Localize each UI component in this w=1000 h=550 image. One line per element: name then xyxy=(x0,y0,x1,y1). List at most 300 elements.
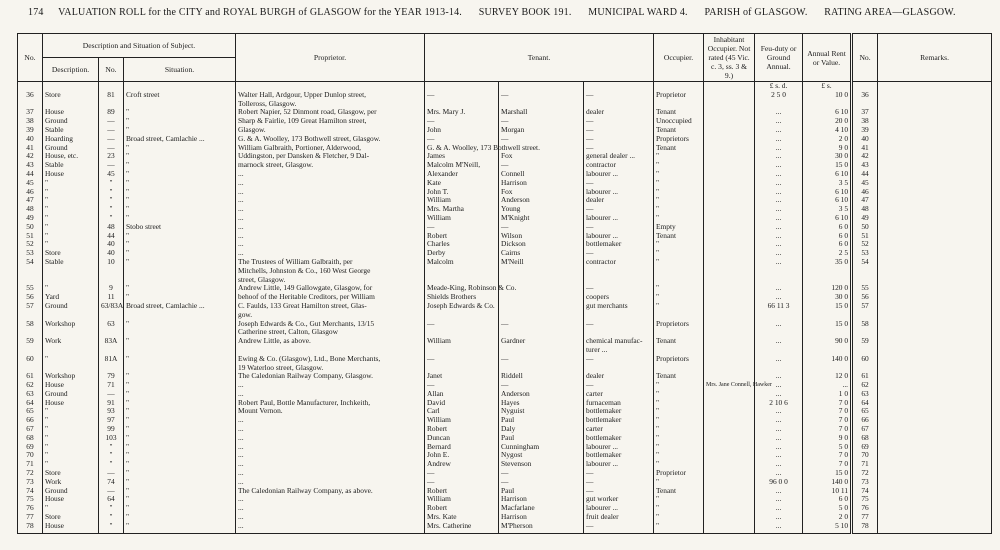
cell-feu-duty: ... xyxy=(755,249,803,258)
cell-proprietor: ... xyxy=(236,179,425,188)
cell-remarks xyxy=(878,328,992,337)
cell-no-right: 39 xyxy=(852,126,878,135)
cell-inhabitant xyxy=(704,214,755,223)
cell-situation xyxy=(124,328,236,337)
cell-proprietor: ... xyxy=(236,504,425,513)
cell-occupier: " xyxy=(654,284,704,293)
cell-feu-duty: 2 10 6 xyxy=(755,399,803,408)
col-inhabitant-occupier: Inhabitant Occupier. Not rated (45 Vic. c. 3, ss. 3 & 9.) xyxy=(704,34,755,82)
cell-tenant-occupation: — xyxy=(584,126,654,135)
cell-tenant-occupation: — xyxy=(584,487,654,496)
cell-no: 40 xyxy=(18,135,43,144)
cell-remarks xyxy=(878,364,992,373)
cell-tenant-first: Duncan xyxy=(425,434,499,443)
cell-feu-duty: ... xyxy=(755,320,803,329)
cell-situation xyxy=(124,364,236,373)
cell-no: 36 xyxy=(18,91,43,100)
cell-tenant-occupation: — xyxy=(584,355,654,364)
cell-tenant-first: — xyxy=(425,320,499,329)
cell-tenant-surname: Fox xyxy=(499,188,584,197)
cell-occupier: " xyxy=(654,302,704,311)
cell-no: 58 xyxy=(18,320,43,329)
cell-no: 51 xyxy=(18,232,43,241)
cell-situation: " xyxy=(124,179,236,188)
cell-number: 64 xyxy=(99,495,124,504)
cell-feu-duty: ... xyxy=(755,205,803,214)
cell-tenant-occupation: — xyxy=(584,522,654,531)
cell-proprietor: ... xyxy=(236,522,425,531)
cell-proprietor: Tolleross, Glasgow. xyxy=(236,100,425,109)
table-bottom-rule xyxy=(18,531,992,534)
cell-description: House xyxy=(43,399,99,408)
cell-proprietor: Robert Napier, 52 Dinmont road, Glasgow, per xyxy=(236,108,425,117)
cell-tenant-first: John E. xyxy=(425,451,499,460)
cell-number: 91 xyxy=(99,399,124,408)
cell-no: 43 xyxy=(18,161,43,170)
survey-book: SURVEY BOOK 191. xyxy=(478,7,572,18)
cell-number: " xyxy=(99,179,124,188)
cell-tenant-occupation: dealer xyxy=(584,196,654,205)
cell-situation: " xyxy=(124,399,236,408)
cell-remarks xyxy=(878,117,992,126)
cell-annual-rent: 15 0 xyxy=(803,302,852,311)
cell-proprietor: behoof of the Heritable Creditors, per William xyxy=(236,293,425,302)
cell-inhabitant xyxy=(704,249,755,258)
cell-feu-duty: ... xyxy=(755,144,803,153)
cell-occupier: Proprietors xyxy=(654,135,704,144)
cell-feu-duty: ... xyxy=(755,407,803,416)
cell-tenant-first xyxy=(425,346,499,355)
cell-tenant-first: — xyxy=(425,117,499,126)
cell-tenant-surname: Harrison xyxy=(499,513,584,522)
table-row xyxy=(18,522,992,531)
cell-tenant-first: Shields Brothers xyxy=(425,293,499,302)
cell-no-right: 61 xyxy=(852,372,878,381)
cell-occupier: Proprietor xyxy=(654,469,704,478)
cell-description: House xyxy=(43,381,99,390)
cell-situation: " xyxy=(124,258,236,267)
cell-inhabitant xyxy=(704,434,755,443)
cell-remarks xyxy=(878,214,992,223)
cell-inhabitant xyxy=(704,487,755,496)
cell-tenant-surname: Harrison xyxy=(499,179,584,188)
cell-feu-duty: ... xyxy=(755,284,803,293)
cell-no-right: 40 xyxy=(852,135,878,144)
cell-proprietor: ... xyxy=(236,205,425,214)
cell-no: 42 xyxy=(18,152,43,161)
cell-situation: " xyxy=(124,425,236,434)
cell-annual-rent: 30 0 xyxy=(803,293,852,302)
cell-tenant-surname: — xyxy=(499,320,584,329)
cell-description: Hoarding xyxy=(43,135,99,144)
cell-tenant-occupation: — xyxy=(584,135,654,144)
cell-no-right: 43 xyxy=(852,161,878,170)
cell-proprietor: ... xyxy=(236,460,425,469)
cell-remarks xyxy=(878,434,992,443)
cell-no-right: 71 xyxy=(852,460,878,469)
cell-inhabitant xyxy=(704,337,755,346)
cell-tenant-first: David xyxy=(425,399,499,408)
cell-annual-rent: 4 10 xyxy=(803,126,852,135)
cell-situation: Broad street, Camlachie ... xyxy=(124,302,236,311)
cell-remarks xyxy=(878,320,992,329)
cell-occupier: Empty xyxy=(654,223,704,232)
cell-number xyxy=(99,267,124,276)
table-row xyxy=(18,258,992,267)
col-remarks: Remarks. xyxy=(878,34,992,82)
cell-tenant-first: Carl xyxy=(425,407,499,416)
cell-remarks xyxy=(878,293,992,302)
cell-tenant-occupation: carter xyxy=(584,425,654,434)
cell-situation: " xyxy=(124,451,236,460)
roll-title: VALUATION ROLL for the CITY and ROYAL BURGH of GLASGOW for the YEAR 1913-14. xyxy=(58,7,463,18)
cell-no-right: 68 xyxy=(852,434,878,443)
rating-area: RATING AREA—GLASGOW. xyxy=(824,7,956,18)
cell-tenant-surname: Morgan xyxy=(499,126,584,135)
cell-inhabitant xyxy=(704,144,755,153)
cell-proprietor: ... xyxy=(236,170,425,179)
cell-situation xyxy=(124,311,236,320)
cell-tenant-first: Alexander xyxy=(425,170,499,179)
cell-annual-rent: 5 10 xyxy=(803,522,852,531)
col-situation: Situation. xyxy=(124,58,236,82)
cell-no: 39 xyxy=(18,126,43,135)
cell-description: " xyxy=(43,460,99,469)
cell-tenant-occupation: contractor xyxy=(584,161,654,170)
cell-tenant-surname: Gardner xyxy=(499,337,584,346)
cell-no-right: 44 xyxy=(852,170,878,179)
cell-no: 56 xyxy=(18,293,43,302)
cell-no-right: 78 xyxy=(852,522,878,531)
cell-number: 93 xyxy=(99,407,124,416)
cell-tenant-occupation: labourer ... xyxy=(584,214,654,223)
cell-annual-rent: 6 0 xyxy=(803,240,852,249)
cell-occupier: " xyxy=(654,443,704,452)
cell-tenant-first: William xyxy=(425,416,499,425)
cell-tenant-surname: — xyxy=(499,135,584,144)
cell-number: " xyxy=(99,522,124,531)
cell-feu-duty: ... xyxy=(755,170,803,179)
cell-no: 37 xyxy=(18,108,43,117)
cell-proprietor: ... xyxy=(236,188,425,197)
cell-tenant-occupation: gut worker xyxy=(584,495,654,504)
cell-number: " xyxy=(99,504,124,513)
cell-proprietor: Uddingston, per Dansken & Fletcher, 9 Dal- xyxy=(236,152,425,161)
cell-tenant-first: Robert xyxy=(425,425,499,434)
cell-number: 99 xyxy=(99,425,124,434)
cell-annual-rent: 7 0 xyxy=(803,425,852,434)
cell-no: 55 xyxy=(18,284,43,293)
cell-occupier: " xyxy=(654,407,704,416)
cell-proprietor: William Galbraith, Portioner, Alderwood, xyxy=(236,144,425,153)
cell-feu-duty: ... xyxy=(755,188,803,197)
cell-remarks xyxy=(878,337,992,346)
cell-annual-rent: 15 0 xyxy=(803,161,852,170)
cell-no: 53 xyxy=(18,249,43,258)
cell-number: — xyxy=(99,390,124,399)
cell-annual-rent: 6 0 xyxy=(803,232,852,241)
cell-no: 74 xyxy=(18,487,43,496)
cell-description: Ground xyxy=(43,390,99,399)
cell-occupier: Tenant xyxy=(654,144,704,153)
cell-no-right: 49 xyxy=(852,214,878,223)
cell-feu-duty: ... xyxy=(755,161,803,170)
cell-tenant-surname: Anderson xyxy=(499,196,584,205)
cell-remarks xyxy=(878,346,992,355)
cell-situation: " xyxy=(124,214,236,223)
cell-occupier: " xyxy=(654,460,704,469)
cell-proprietor: 19 Waterloo street, Glasgow. xyxy=(236,364,425,373)
cell-remarks xyxy=(878,522,992,531)
cell-tenant-surname: — xyxy=(499,355,584,364)
cell-no: 52 xyxy=(18,240,43,249)
cell-situation: " xyxy=(124,495,236,504)
rent-units: £ s. xyxy=(803,82,852,91)
cell-inhabitant xyxy=(704,311,755,320)
col-description-group: Description and Situation of Subject. xyxy=(43,34,236,58)
cell-tenant-first: — xyxy=(425,355,499,364)
cell-no-right: 77 xyxy=(852,513,878,522)
cell-annual-rent: 6 10 xyxy=(803,196,852,205)
cell-no: 70 xyxy=(18,451,43,460)
municipal-ward: MUNICIPAL WARD 4. xyxy=(588,7,688,18)
cell-tenant-surname: M'Neill xyxy=(499,258,584,267)
cell-remarks xyxy=(878,504,992,513)
cell-tenant-occupation: bottlemaker xyxy=(584,407,654,416)
cell-tenant-surname: M'Knight xyxy=(499,214,584,223)
cell-situation: " xyxy=(124,443,236,452)
cell-tenant-occupation: bottlemaker xyxy=(584,416,654,425)
cell-number: — xyxy=(99,117,124,126)
cell-number: 63/83A xyxy=(99,302,124,311)
cell-description xyxy=(43,267,99,276)
cell-inhabitant xyxy=(704,258,755,267)
cell-number: 79 xyxy=(99,372,124,381)
cell-no: 78 xyxy=(18,522,43,531)
cell-tenant-occupation xyxy=(584,276,654,285)
cell-inhabitant xyxy=(704,478,755,487)
cell-annual-rent: 6 10 xyxy=(803,170,852,179)
cell-situation: " xyxy=(124,381,236,390)
cell-description: Ground xyxy=(43,144,99,153)
cell-no: 69 xyxy=(18,443,43,452)
cell-no: 47 xyxy=(18,196,43,205)
cell-description: Workshop xyxy=(43,320,99,329)
cell-no-right: 65 xyxy=(852,407,878,416)
cell-situation: " xyxy=(124,487,236,496)
cell-tenant-occupation xyxy=(584,267,654,276)
cell-description: " xyxy=(43,407,99,416)
cell-description: Stable xyxy=(43,126,99,135)
cell-description xyxy=(43,346,99,355)
cell-inhabitant xyxy=(704,276,755,285)
cell-situation: " xyxy=(124,469,236,478)
cell-feu-duty: ... xyxy=(755,293,803,302)
cell-situation: " xyxy=(124,126,236,135)
cell-tenant-first: William xyxy=(425,337,499,346)
cell-description: " xyxy=(43,223,99,232)
cell-situation: " xyxy=(124,188,236,197)
cell-remarks xyxy=(878,223,992,232)
col-no-right: No. xyxy=(852,34,878,82)
cell-number: — xyxy=(99,126,124,135)
cell-description: " xyxy=(43,451,99,460)
cell-description: " xyxy=(43,240,99,249)
cell-no-right: 36 xyxy=(852,91,878,100)
cell-annual-rent: 15 0 xyxy=(803,320,852,329)
cell-description: " xyxy=(43,284,99,293)
cell-tenant-occupation: — xyxy=(584,249,654,258)
cell-no: 60 xyxy=(18,355,43,364)
cell-situation: " xyxy=(124,144,236,153)
cell-situation: " xyxy=(124,478,236,487)
cell-proprietor: Sharp & Fairlie, 109 Great Hamilton street, xyxy=(236,117,425,126)
cell-tenant-occupation: chemical manufac- xyxy=(584,337,654,346)
cell-no-right: 46 xyxy=(852,188,878,197)
cell-tenant-occupation: — xyxy=(584,91,654,100)
cell-occupier: " xyxy=(654,161,704,170)
cell-annual-rent: 140 0 xyxy=(803,355,852,364)
cell-proprietor: Walter Hall, Ardgour, Upper Dunlop street, xyxy=(236,91,425,100)
cell-situation: " xyxy=(124,161,236,170)
cell-feu-duty xyxy=(755,267,803,276)
cell-annual-rent: 10 0 xyxy=(803,91,852,100)
cell-occupier: " xyxy=(654,381,704,390)
cell-tenant-surname: Cunningham xyxy=(499,443,584,452)
cell-occupier: " xyxy=(654,495,704,504)
cell-tenant-surname: — xyxy=(499,381,584,390)
cell-tenant-occupation: — xyxy=(584,117,654,126)
cell-situation xyxy=(124,346,236,355)
cell-remarks xyxy=(878,258,992,267)
cell-occupier: " xyxy=(654,240,704,249)
cell-remarks xyxy=(878,135,992,144)
cell-number: — xyxy=(99,469,124,478)
cell-proprietor: ... xyxy=(236,196,425,205)
cell-tenant-first: Janet xyxy=(425,372,499,381)
cell-no: 38 xyxy=(18,117,43,126)
cell-tenant-first: Malcolm M'Neill, xyxy=(425,161,499,170)
cell-description: " xyxy=(43,196,99,205)
cell-tenant-surname: Dickson xyxy=(499,240,584,249)
cell-proprietor: Catherine street, Calton, Glasgow xyxy=(236,328,425,337)
cell-tenant-first: Bernard xyxy=(425,443,499,452)
cell-occupier: Tenant xyxy=(654,108,704,117)
cell-number: " xyxy=(99,188,124,197)
cell-remarks xyxy=(878,232,992,241)
cell-occupier: " xyxy=(654,188,704,197)
cell-tenant-surname: Fox xyxy=(499,152,584,161)
cell-occupier: " xyxy=(654,214,704,223)
cell-number: " xyxy=(99,443,124,452)
cell-number: 44 xyxy=(99,232,124,241)
cell-no-right: 72 xyxy=(852,469,878,478)
cell-occupier: " xyxy=(654,390,704,399)
cell-remarks xyxy=(878,249,992,258)
cell-feu-duty: ... xyxy=(755,513,803,522)
cell-description: Workshop xyxy=(43,372,99,381)
cell-proprietor: ... xyxy=(236,232,425,241)
cell-situation: " xyxy=(124,117,236,126)
table-row xyxy=(18,337,992,346)
valuation-table-body xyxy=(18,82,992,534)
cell-no: 77 xyxy=(18,513,43,522)
cell-number: 11 xyxy=(99,293,124,302)
cell-no: 65 xyxy=(18,407,43,416)
cell-remarks xyxy=(878,108,992,117)
cell-proprietor: The Trustees of William Galbraith, per xyxy=(236,258,425,267)
cell-tenant-surname: Paul xyxy=(499,434,584,443)
cell-no-right: 59 xyxy=(852,337,878,346)
cell-tenant-first: William xyxy=(425,214,499,223)
cell-description: Ground xyxy=(43,117,99,126)
cell-annual-rent: 6 10 xyxy=(803,188,852,197)
cell-annual-rent: 9 0 xyxy=(803,434,852,443)
cell-no-right: 74 xyxy=(852,487,878,496)
cell-proprietor: ... xyxy=(236,513,425,522)
cell-occupier: Tenant xyxy=(654,337,704,346)
cell-situation: " xyxy=(124,205,236,214)
cell-occupier: " xyxy=(654,434,704,443)
cell-annual-rent: 5 0 xyxy=(803,443,852,452)
cell-no-right: 54 xyxy=(852,258,878,267)
cell-situation: " xyxy=(124,390,236,399)
cell-number: 71 xyxy=(99,381,124,390)
cell-tenant-surname: Hayes xyxy=(499,399,584,408)
cell-no: 49 xyxy=(18,214,43,223)
cell-tenant-occupation: labourer ... xyxy=(584,443,654,452)
cell-remarks xyxy=(878,311,992,320)
cell-annual-rent: 3 5 xyxy=(803,179,852,188)
cell-tenant-first: Meade-King, Robinson & Co. xyxy=(425,284,499,293)
cell-remarks xyxy=(878,188,992,197)
cell-annual-rent: ... xyxy=(803,381,852,390)
cell-remarks xyxy=(878,399,992,408)
cell-description: Stable xyxy=(43,258,99,267)
cell-remarks xyxy=(878,91,992,100)
cell-feu-duty: ... xyxy=(755,196,803,205)
cell-feu-duty: ... xyxy=(755,451,803,460)
cell-remarks xyxy=(878,284,992,293)
cell-inhabitant xyxy=(704,223,755,232)
cell-no-right: 48 xyxy=(852,205,878,214)
cell-annual-rent: 30 0 xyxy=(803,152,852,161)
cell-occupier: " xyxy=(654,504,704,513)
cell-tenant-first: Robert xyxy=(425,504,499,513)
cell-annual-rent: 90 0 xyxy=(803,337,852,346)
cell-tenant-surname: — xyxy=(499,161,584,170)
cell-inhabitant xyxy=(704,443,755,452)
cell-inhabitant xyxy=(704,328,755,337)
cell-occupier xyxy=(654,276,704,285)
cell-remarks xyxy=(878,443,992,452)
cell-situation: " xyxy=(124,513,236,522)
cell-number: 74 xyxy=(99,478,124,487)
cell-feu-duty: ... xyxy=(755,214,803,223)
cell-number: 45 xyxy=(99,170,124,179)
cell-inhabitant xyxy=(704,522,755,531)
cell-tenant-surname: M'Pherson xyxy=(499,522,584,531)
cell-proprietor: C. Faulds, 133 Great Hamilton street, Glas- xyxy=(236,302,425,311)
cell-tenant-surname: Daly xyxy=(499,425,584,434)
cell-remarks xyxy=(878,425,992,434)
cell-feu-duty: 96 0 0 xyxy=(755,478,803,487)
cell-tenant-surname: Cairns xyxy=(499,249,584,258)
table-row xyxy=(18,320,992,329)
cell-tenant-surname: Anderson xyxy=(499,390,584,399)
cell-remarks xyxy=(878,302,992,311)
cell-feu-duty: 66 11 3 xyxy=(755,302,803,311)
